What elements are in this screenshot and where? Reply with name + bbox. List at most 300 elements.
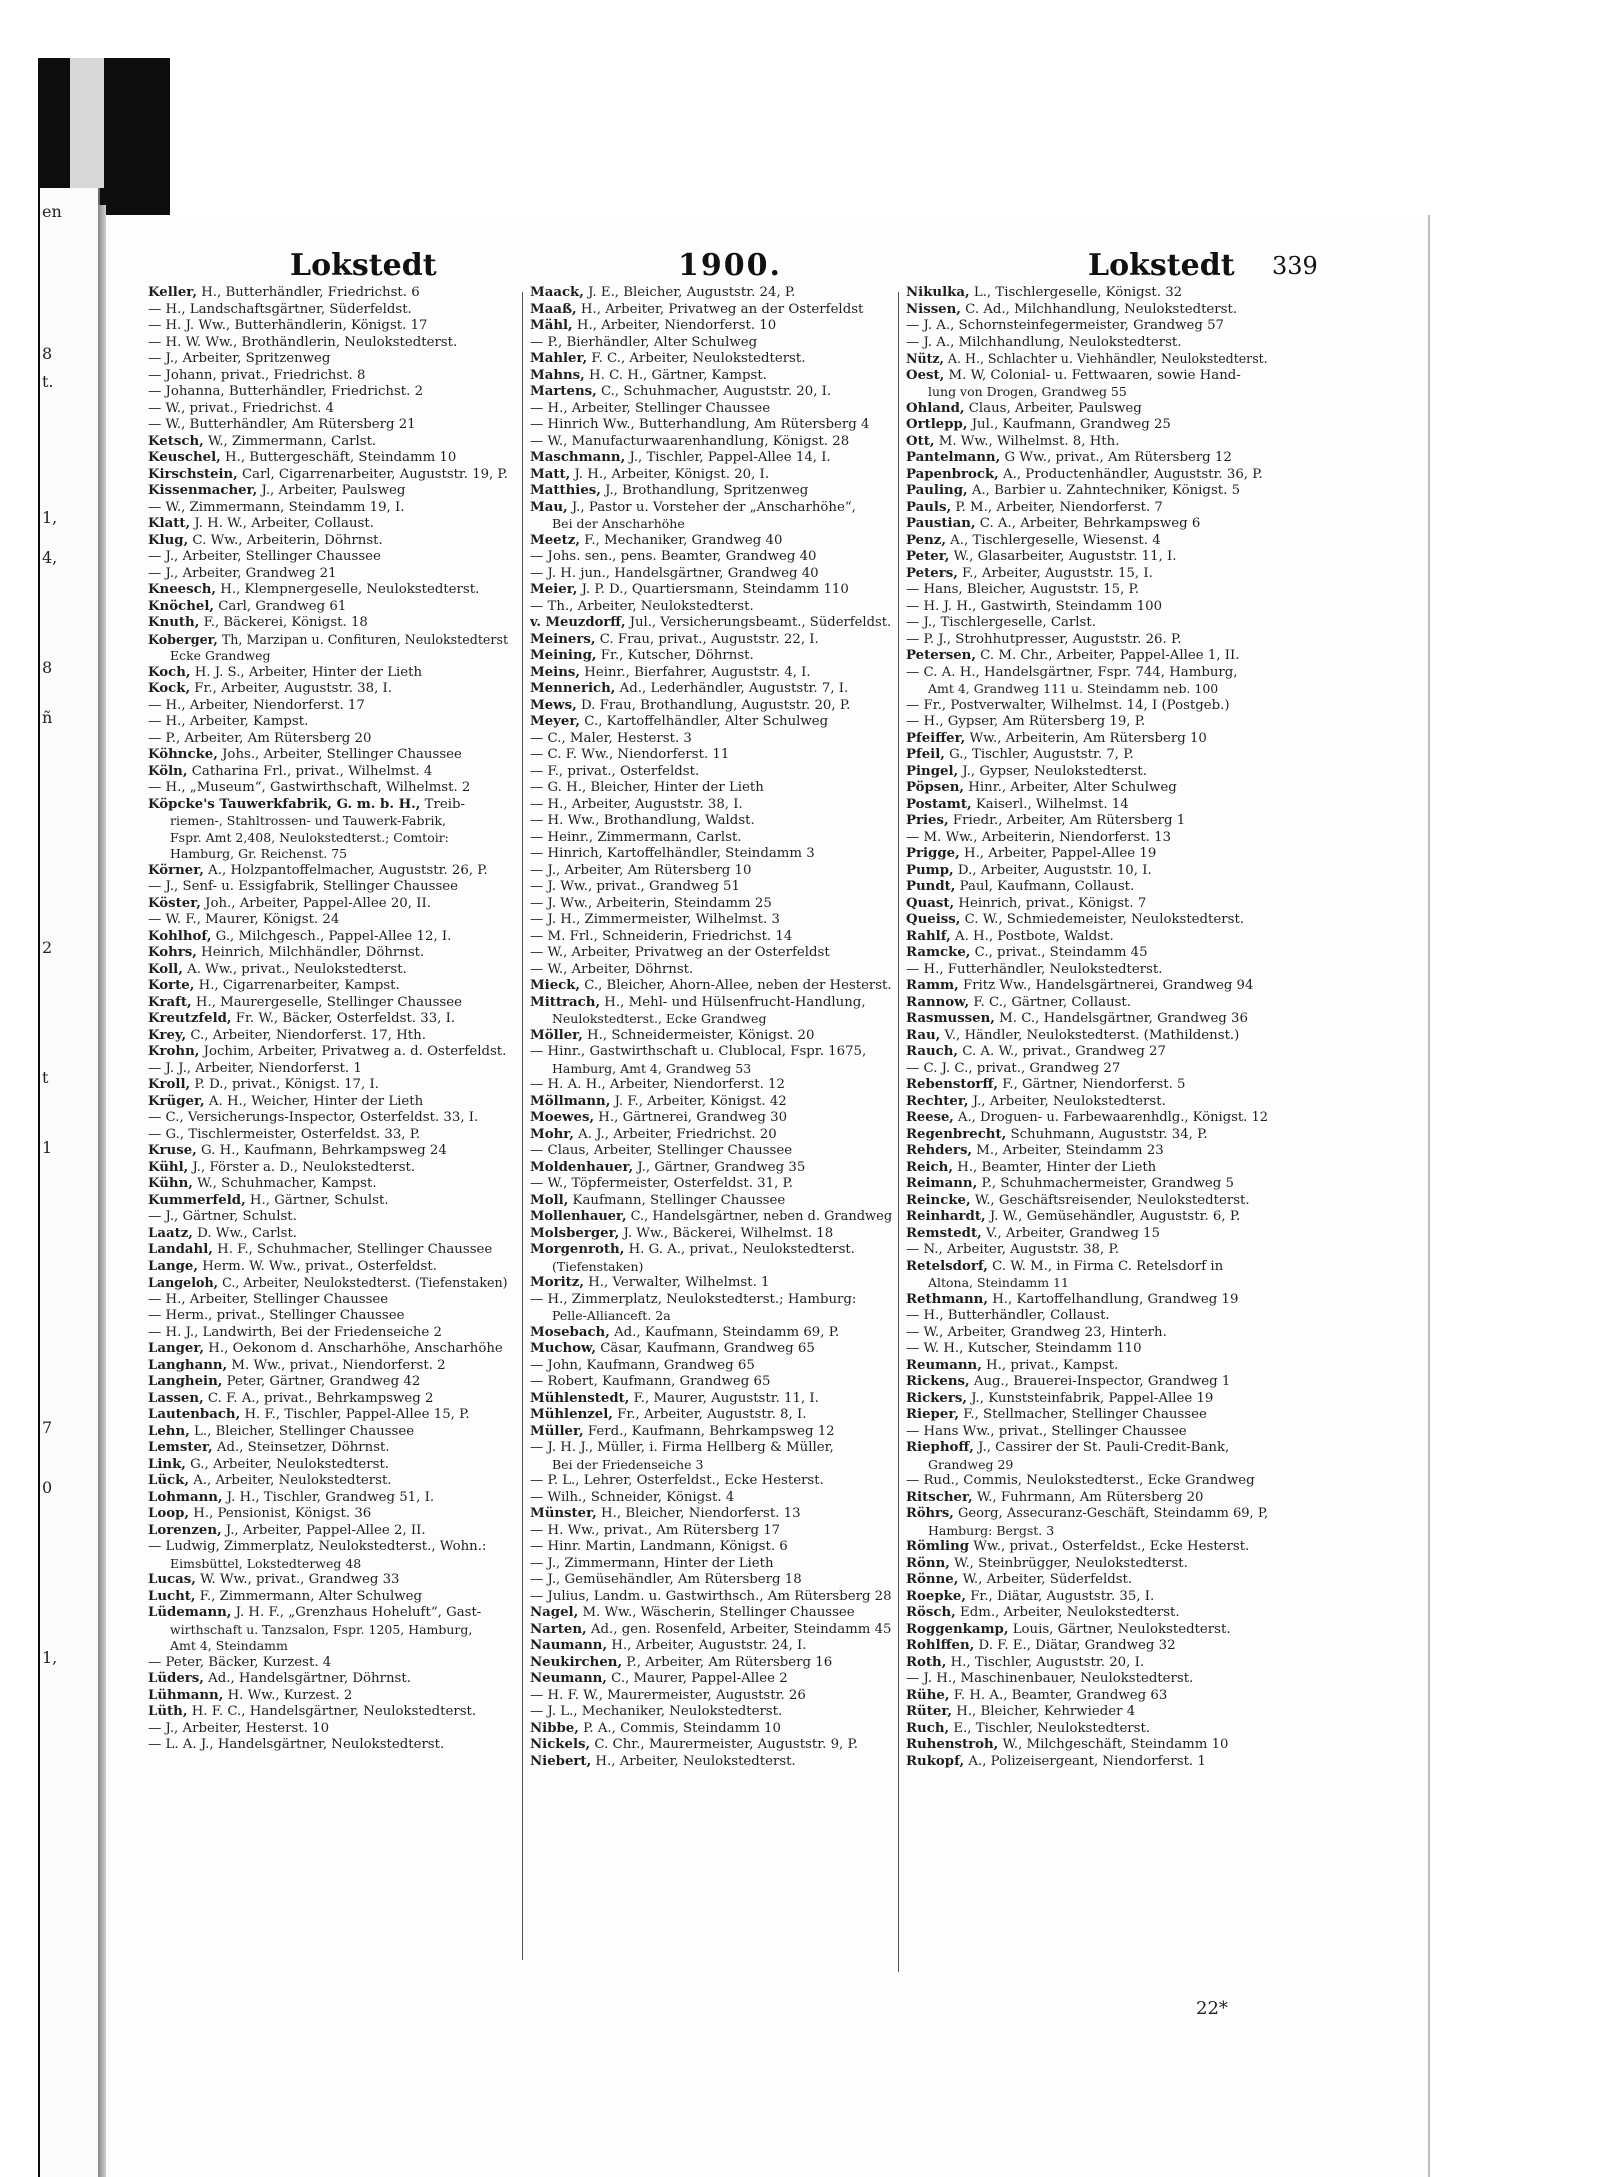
- entry-details: — H., Arbeiter, Kampst.: [148, 714, 309, 729]
- entry-details: — John, Kaufmann, Grandweg 65: [530, 1357, 755, 1373]
- entry-details: A. Ww., privat., Neulokstedterst.: [182, 961, 407, 977]
- directory-entry: [148, 797, 508, 814]
- directory-entry: [530, 945, 892, 962]
- entry-surname: Meetz,: [530, 532, 580, 548]
- entry-details: H. G. A., privat., Neulokstedterst.: [624, 1242, 855, 1257]
- entry-details: H., Arbeiter, Niendorferst. 10: [572, 318, 777, 333]
- entry-surname: Nikulka,: [906, 285, 970, 300]
- entry-surname: Landahl,: [148, 1242, 213, 1257]
- entry-details: C. A., Arbeiter, Behrkampsweg 6: [975, 516, 1201, 531]
- entry-surname: Retelsdorf,: [906, 1258, 988, 1274]
- directory-entry: [148, 1077, 508, 1094]
- directory-entry: [530, 1523, 892, 1540]
- entry-surname: Langer,: [148, 1341, 205, 1356]
- entry-details: — P. J., Strohhutpresser, Auguststr. 26. P.: [906, 631, 1182, 647]
- entry-details: Hamburg, Amt 4, Grandweg 53: [552, 1060, 752, 1076]
- directory-entry: [906, 417, 1268, 434]
- directory-entry: [530, 780, 892, 797]
- entry-details: H., Tischler, Auguststr. 20, I.: [946, 1654, 1145, 1670]
- entry-surname: Pries,: [906, 813, 949, 828]
- directory-entry: [530, 1622, 892, 1639]
- entry-surname: Rickers,: [906, 1390, 967, 1406]
- directory-entry: [148, 1671, 508, 1688]
- directory-entry: [906, 813, 1268, 830]
- entry-surname: Peters,: [906, 565, 958, 581]
- entry-surname: Langeloh,: [148, 1275, 219, 1290]
- directory-entry: [148, 1341, 508, 1358]
- directory-entry: [906, 1737, 1268, 1754]
- entry-surname: Ruch,: [906, 1720, 950, 1736]
- directory-entry: [530, 1160, 892, 1177]
- directory-entry: [906, 335, 1268, 352]
- entry-details: P. M., Arbeiter, Niendorferst. 7: [951, 499, 1163, 515]
- entry-surname: Lüth,: [148, 1704, 188, 1719]
- entry-surname: Mennerich,: [530, 681, 616, 696]
- entry-surname: Pfeil,: [906, 747, 945, 762]
- directory-entry: [906, 1704, 1268, 1721]
- entry-details: — Herm., privat., Stellinger Chaussee: [148, 1308, 405, 1323]
- entry-details: G., Arbeiter, Neulokstedterst.: [185, 1456, 390, 1472]
- entry-surname: Krohn,: [148, 1044, 200, 1059]
- directory-entry: [148, 302, 508, 319]
- entry-details: — J. L., Mechaniker, Neulokstedterst.: [530, 1704, 783, 1719]
- entry-details: J., Gypser, Neulokstedterst.: [958, 763, 1147, 779]
- directory-entry: [530, 1226, 892, 1243]
- entry-details: — J. A., Milchhandlung, Neulokstedterst.: [906, 334, 1182, 350]
- entry-details: C. Chr., Maurermeister, Auguststr. 9, P.: [590, 1737, 858, 1752]
- entry-surname: Keller,: [148, 285, 197, 300]
- entry-surname: Lüders,: [148, 1671, 204, 1686]
- directory-entry: [148, 599, 508, 616]
- entry-details: — J., Arbeiter, Am Rütersberg 10: [530, 862, 752, 878]
- entry-details: H., Arbeiter, Neulokstedterst.: [591, 1753, 796, 1769]
- directory-entry: [530, 1473, 892, 1490]
- directory-entry: [906, 1754, 1268, 1771]
- directory-column-3: [906, 285, 1268, 2005]
- entry-details: E., Tischler, Neulokstedterst.: [949, 1720, 1151, 1736]
- directory-entry: [148, 1209, 508, 1226]
- entry-details: F., Zimmermann, Alter Schulweg: [195, 1588, 423, 1604]
- entry-surname: Lorenzen,: [148, 1522, 222, 1538]
- entry-surname: Rukopf,: [906, 1753, 965, 1769]
- entry-details: Herm. W. Ww., privat., Osterfeldst.: [198, 1258, 437, 1274]
- entry-details: A. H., Weicher, Hinter der Lieth: [204, 1093, 424, 1109]
- entry-surname: Reumann,: [906, 1357, 982, 1373]
- entry-surname: Maack,: [530, 285, 584, 300]
- entry-surname: Rasmussen,: [906, 1011, 995, 1026]
- directory-entry: [530, 1325, 892, 1342]
- directory-entry: [148, 285, 508, 302]
- entry-details: W., Schuhmacher, Kampst.: [192, 1176, 377, 1191]
- directory-entry: [906, 582, 1268, 599]
- entry-surname: Maaß,: [530, 301, 577, 317]
- entry-surname: Körner,: [148, 862, 204, 878]
- entry-details: — L. A. J., Handelsgärtner, Neulokstedterst.: [148, 1737, 445, 1752]
- entry-details: — W. H., Kutscher, Steindamm 110: [906, 1341, 1142, 1356]
- directory-entry: [906, 1605, 1268, 1622]
- entry-surname: Reimann,: [906, 1176, 978, 1191]
- entry-surname: Römling: [906, 1539, 970, 1554]
- directory-entry: [148, 929, 508, 946]
- directory-entry: [148, 1242, 508, 1259]
- directory-entry: [530, 1556, 892, 1573]
- directory-entry: [906, 945, 1268, 962]
- entry-details: W., Fuhrmann, Am Rütersberg 20: [972, 1489, 1204, 1505]
- entry-details: Schuhmann, Auguststr. 34, P.: [1006, 1126, 1208, 1142]
- page-number: 339: [1272, 252, 1318, 280]
- entry-details: H. J. S., Arbeiter, Hinter der Lieth: [190, 664, 423, 680]
- directory-entry: [148, 1374, 508, 1391]
- entry-surname: Link,: [148, 1456, 186, 1472]
- entry-details: riemen-, Stahltrossen- und Tauwerk-Fabrik,: [170, 813, 446, 828]
- entry-details: C. M. Chr., Arbeiter, Pappel-Allee 1, II.: [975, 648, 1240, 663]
- directory-entry: [148, 995, 508, 1012]
- entry-details: H., Arbeiter, Privatweg an der Osterfeldst: [576, 301, 864, 317]
- directory-entry: [530, 665, 892, 682]
- directory-entry: [148, 500, 508, 517]
- entry-details: C. Ww., Arbeiterin, Döhrnst.: [188, 532, 383, 548]
- entry-details: F., Gärtner, Niendorferst. 5: [997, 1077, 1186, 1092]
- directory-entry: [148, 335, 508, 352]
- entry-surname: Kirschstein,: [148, 466, 238, 482]
- entry-details: — H., Futterhändler, Neulokstedterst.: [906, 961, 1163, 977]
- entry-details: Amt 4, Grandweg 111 u. Steindamm neb. 100: [928, 681, 1219, 696]
- entry-surname: Moewes,: [530, 1110, 595, 1125]
- entry-details: A., Holzpantoffelmacher, Auguststr. 26, P.: [203, 862, 488, 878]
- entry-details: Fr., Diätar, Auguststr. 35, I.: [965, 1588, 1155, 1604]
- entry-details: H., Bleicher, Niendorferst. 13: [596, 1506, 801, 1521]
- directory-entry: [906, 615, 1268, 632]
- entry-surname: Maschmann,: [530, 450, 626, 465]
- directory-entry: [906, 995, 1268, 1012]
- entry-details: — H., Zimmerplatz, Neulokstedterst.; Hamburg:: [530, 1291, 857, 1307]
- directory-column-2: [530, 285, 892, 2005]
- directory-entry: [530, 434, 892, 451]
- entry-surname: Rönne,: [906, 1572, 959, 1587]
- directory-entry: [906, 797, 1268, 814]
- directory-entry: [906, 1325, 1268, 1342]
- entry-surname: Lucht,: [148, 1588, 196, 1604]
- entry-surname: Peter,: [906, 549, 950, 564]
- directory-entry: [148, 632, 508, 649]
- entry-details: A. H., Postbote, Waldst.: [950, 928, 1114, 944]
- entry-details: C. Ad., Milchhandlung, Neulokstedterst.: [960, 301, 1238, 317]
- directory-entry: [906, 1193, 1268, 1210]
- entry-details: Ad., Kaufmann, Steindamm 69, P.: [609, 1324, 840, 1340]
- directory-entry: [906, 1490, 1268, 1507]
- directory-entry: [530, 764, 892, 781]
- entry-surname: Mau,: [530, 499, 568, 515]
- entry-details: Georg, Assecuranz-Geschäft, Steindamm 69, P,: [953, 1506, 1268, 1521]
- entry-details: H., Gärtner, Schulst.: [245, 1192, 389, 1208]
- entry-details: C., Kartoffelhändler, Alter Schulweg: [580, 714, 829, 729]
- directory-entry: [906, 1094, 1268, 1111]
- directory-entry: [148, 1556, 508, 1573]
- directory-entry: [530, 599, 892, 616]
- entry-details: — H., Landschaftsgärtner, Süderfeldst.: [148, 301, 412, 317]
- entry-surname: Mähl,: [530, 318, 573, 333]
- directory-entry: [906, 1110, 1268, 1127]
- directory-entry: [906, 1622, 1268, 1639]
- left-page-fragment: ñ: [42, 708, 53, 727]
- entry-details: J. H. F., „Grenzhaus Hoheluft“, Gast-: [231, 1605, 482, 1620]
- directory-entry: [530, 698, 892, 715]
- directory-entry: [530, 929, 892, 946]
- running-head-year: 1900.: [678, 248, 782, 283]
- entry-details: C., Arbeiter, Neulokstedterst. (Tiefenstaken): [218, 1275, 508, 1290]
- entry-details: — H. J. H., Gastwirth, Steindamm 100: [906, 598, 1163, 614]
- entry-details: J. P. D., Quartiersmann, Steindamm 110: [577, 582, 849, 597]
- directory-entry: [906, 978, 1268, 995]
- entry-surname: Loop,: [148, 1506, 190, 1521]
- entry-details: Ad., Handelsgärtner, Döhrnst.: [203, 1671, 411, 1686]
- directory-entry: [148, 1061, 508, 1078]
- entry-details: — J. A., Schornsteinfegermeister, Grandweg 57: [906, 318, 1224, 333]
- entry-details: — H., Butterhändler, Collaust.: [906, 1308, 1110, 1323]
- signature-mark: 22*: [1196, 1998, 1228, 2019]
- entry-details: — H. W. Ww., Brothändlerin, Neulokstedterst.: [148, 334, 458, 350]
- directory-entry: [148, 714, 508, 731]
- directory-entry: [906, 599, 1268, 616]
- entry-details: — J. J., Arbeiter, Niendorferst. 1: [148, 1060, 362, 1076]
- entry-details: — W., Arbeiter, Grandweg 23, Hinterh.: [906, 1324, 1167, 1340]
- directory-entry: [148, 1226, 508, 1243]
- entry-surname: Mosebach,: [530, 1324, 610, 1340]
- entry-details: — J. H., Maschinenbauer, Neulokstedterst.: [906, 1671, 1194, 1686]
- entry-details: Treib-: [420, 796, 466, 812]
- entry-details: W. Ww., privat., Grandweg 33: [195, 1572, 400, 1587]
- directory-entry: [906, 1044, 1268, 1061]
- entry-surname: Lassen,: [148, 1390, 204, 1406]
- directory-entry: [530, 1424, 892, 1441]
- entry-details: — W., privat., Friedrichst. 4: [148, 400, 335, 416]
- entry-surname: Remstedt,: [906, 1225, 982, 1241]
- directory-entry: [530, 1721, 892, 1738]
- directory-entry: [906, 912, 1268, 929]
- entry-details: H. C. H., Gärtner, Kampst.: [584, 367, 767, 383]
- directory-entry: [530, 1391, 892, 1408]
- entry-surname: Meining,: [530, 648, 597, 663]
- entry-surname: Nickels,: [530, 1737, 591, 1752]
- entry-details: Bei der Friedenseiche 3: [552, 1456, 704, 1472]
- entry-details: D. Ww., Carlst.: [192, 1225, 298, 1241]
- directory-entry: [148, 351, 508, 368]
- entry-details: A. H., Schlachter u. Viehhändler, Neulokstedterst.: [943, 351, 1268, 366]
- entry-details: Ad., Steinsetzer, Döhrnst.: [212, 1440, 390, 1455]
- entry-surname: Ohland,: [906, 400, 965, 416]
- directory-entry: [530, 1127, 892, 1144]
- directory-entry: [906, 1028, 1268, 1045]
- entry-surname: Mohr,: [530, 1126, 574, 1142]
- left-page-fragment: 1: [42, 1138, 53, 1157]
- entry-surname: Queiss,: [906, 912, 961, 927]
- entry-details: W., Geschäftsreisender, Neulokstedterst.: [970, 1192, 1250, 1208]
- entry-surname: Pantelmann,: [906, 450, 1001, 465]
- entry-details: H., Schneidermeister, Königst. 20: [582, 1027, 815, 1043]
- entry-surname: Koberger,: [148, 631, 218, 647]
- directory-entry: [148, 1044, 508, 1061]
- entry-details: Cäsar, Kaufmann, Grandweg 65: [596, 1341, 815, 1356]
- entry-surname: Rethmann,: [906, 1291, 988, 1307]
- entry-details: Louis, Gärtner, Neulokstedterst.: [1008, 1621, 1231, 1637]
- directory-entry: [148, 1737, 508, 1754]
- entry-surname: Mews,: [530, 697, 577, 713]
- entry-details: H., Klempnergeselle, Neulokstedterst.: [216, 582, 480, 597]
- directory-entry: [906, 1308, 1268, 1325]
- directory-entry: [530, 747, 892, 764]
- directory-entry: [148, 681, 508, 698]
- entry-details: Kaiserl., Wilhelmst. 14: [971, 796, 1129, 812]
- entry-details: C. Frau, privat., Auguststr. 22, I.: [595, 631, 819, 647]
- entry-details: P. A., Commis, Steindamm 10: [578, 1720, 781, 1736]
- entry-details: H. Ww., Kurzest. 2: [223, 1687, 353, 1703]
- entry-details: — J. H. J., Müller, i. Firma Hellberg & Müller,: [530, 1440, 834, 1455]
- entry-details: M. Ww., Wilhelmst. 8, Hth.: [934, 433, 1120, 449]
- left-page-fragment: 8: [42, 658, 53, 677]
- entry-surname: Rau,: [906, 1027, 941, 1043]
- entry-surname: Neumann,: [530, 1671, 607, 1686]
- directory-entry: [530, 1671, 892, 1688]
- directory-entry: [530, 830, 892, 847]
- entry-details: — W., Töpfermeister, Osterfeldst. 31, P.: [530, 1176, 794, 1191]
- entry-details: — H. F. W., Maurermeister, Auguststr. 26: [530, 1687, 806, 1703]
- directory-entry: [148, 483, 508, 500]
- entry-details: C., Schuhmacher, Auguststr. 20, I.: [596, 384, 832, 399]
- entry-surname: Niebert,: [530, 1753, 592, 1769]
- directory-entry: [148, 615, 508, 632]
- entry-details: Amt 4, Steindamm: [170, 1638, 288, 1653]
- left-page-fragment: 1,: [42, 1648, 58, 1667]
- entry-surname: Pauling,: [906, 483, 968, 498]
- entry-details: — J. H. jun., Handelsgärtner, Grandweg 40: [530, 565, 819, 581]
- directory-entry: [148, 1358, 508, 1375]
- entry-surname: Rösch,: [906, 1605, 956, 1620]
- entry-details: G., Milchgesch., Pappel-Allee 12, I.: [211, 928, 452, 944]
- entry-details: J. H., Tischler, Grandweg 51, I.: [222, 1489, 435, 1505]
- directory-entry: [530, 714, 892, 731]
- entry-details: J., Cassirer der St. Pauli-Credit-Bank,: [973, 1440, 1230, 1455]
- entry-details: — J., Arbeiter, Spritzenweg: [148, 351, 331, 366]
- entry-surname: Reincke,: [906, 1192, 971, 1208]
- entry-details: H., Bleicher, Kehrwieder 4: [952, 1704, 1136, 1719]
- directory-entry: [906, 731, 1268, 748]
- entry-details: — H., Arbeiter, Niendorferst. 17: [148, 697, 365, 713]
- entry-details: W., Zimmermann, Carlst.: [203, 433, 377, 449]
- directory-entry: [148, 978, 508, 995]
- entry-surname: Kock,: [148, 681, 191, 696]
- entry-details: — N., Arbeiter, Auguststr. 38, P.: [906, 1242, 1119, 1257]
- entry-details: — P. L., Lehrer, Osterfeldst., Ecke Hesterst.: [530, 1473, 824, 1488]
- entry-details: J. W., Gemüsehändler, Auguststr. 6, P.: [985, 1209, 1241, 1224]
- directory-entry: [906, 846, 1268, 863]
- directory-entry: [148, 1721, 508, 1738]
- directory-entry: [530, 549, 892, 566]
- entry-details: — P., Arbeiter, Am Rütersberg 20: [148, 730, 372, 746]
- entry-surname: Lüdemann,: [148, 1605, 232, 1620]
- directory-entry: [148, 912, 508, 929]
- entry-details: — H., Arbeiter, Auguststr. 38, I.: [530, 796, 743, 812]
- directory-entry: [530, 1275, 892, 1292]
- directory-entry: [148, 846, 508, 863]
- entry-details: Edm., Arbeiter, Neulokstedterst.: [955, 1605, 1180, 1620]
- entry-details: H., Beamter, Hinter der Lieth: [952, 1159, 1157, 1175]
- left-page-fragment: t.: [42, 372, 54, 391]
- directory-entry: [906, 1572, 1268, 1589]
- entry-surname: Lemster,: [148, 1440, 213, 1455]
- directory-entry: [148, 1094, 508, 1111]
- directory-entry: [148, 1424, 508, 1441]
- entry-surname: Kummerfeld,: [148, 1192, 246, 1208]
- directory-entry: [530, 533, 892, 550]
- directory-entry: [906, 1242, 1268, 1259]
- entry-surname: Meyer,: [530, 714, 581, 729]
- entry-details: Hamburg: Bergst. 3: [928, 1522, 1055, 1538]
- entry-details: Johs., Arbeiter, Stellinger Chaussee: [217, 747, 462, 762]
- entry-surname: v. Meuzdorff,: [530, 615, 626, 630]
- entry-surname: Kreutzfeld,: [148, 1011, 232, 1026]
- entry-surname: Langhein,: [148, 1374, 223, 1389]
- directory-entry: [906, 1374, 1268, 1391]
- entry-details: J., Brothandlung, Spritzenweg: [600, 483, 809, 498]
- entry-details: H., Mehl- und Hülsenfrucht-Handlung,: [600, 994, 866, 1010]
- directory-entry: [148, 1110, 508, 1127]
- directory-entry: [530, 1754, 892, 1771]
- directory-entry: [906, 1556, 1268, 1573]
- entry-details: J. Ww., Bäckerei, Wilhelmst. 18: [619, 1225, 834, 1241]
- entry-surname: Rahlf,: [906, 928, 951, 944]
- entry-surname: Penz,: [906, 532, 946, 548]
- directory-entry: [148, 1176, 508, 1193]
- entry-surname: Ruhenstroh,: [906, 1737, 999, 1752]
- entry-details: H., Butterhändler, Friedrichst. 6: [196, 285, 420, 300]
- entry-surname: Langhann,: [148, 1357, 228, 1373]
- directory-entry: [148, 665, 508, 682]
- directory-entry: [530, 417, 892, 434]
- directory-entry: [530, 516, 892, 533]
- entry-details: Ferd., Kaufmann, Behrkampsweg 12: [583, 1423, 835, 1439]
- entry-details: F. C., Gärtner, Collaust.: [969, 994, 1131, 1010]
- entry-details: Pelle-Allianceft. 2a: [552, 1308, 671, 1323]
- entry-details: Fr. W., Bäcker, Osterfeldst. 33, I.: [231, 1011, 456, 1026]
- entry-surname: Meiners,: [530, 631, 596, 647]
- directory-entry: [530, 1061, 892, 1078]
- entry-details: H., Arbeiter, Pappel-Allee 19: [959, 846, 1157, 861]
- directory-entry: [530, 797, 892, 814]
- directory-entry: [906, 351, 1268, 368]
- entry-details: — Peter, Bäcker, Kurzest. 4: [148, 1654, 332, 1670]
- entry-surname: Ortlepp,: [906, 417, 968, 432]
- entry-surname: Mühlenzel,: [530, 1407, 613, 1422]
- entry-details: — Rud., Commis, Neulokstedterst., Ecke Grandweg: [906, 1473, 1255, 1488]
- directory-entry: [148, 747, 508, 764]
- directory-entry: [906, 1424, 1268, 1441]
- entry-details: H., Pensionist, Königst. 36: [189, 1506, 372, 1521]
- column-rule: [898, 292, 899, 1972]
- directory-entry: [148, 830, 508, 847]
- directory-entry: [148, 1275, 508, 1292]
- directory-entry: [530, 1407, 892, 1424]
- entry-surname: Krüger,: [148, 1093, 205, 1109]
- directory-entry: [148, 467, 508, 484]
- entry-details: J. E., Bleicher, Auguststr. 24, P.: [583, 285, 796, 300]
- left-page-fragment: 0: [42, 1478, 53, 1497]
- directory-entry: [148, 549, 508, 566]
- directory-entry: [906, 302, 1268, 319]
- directory-entry: [906, 698, 1268, 715]
- directory-entry: [906, 1671, 1268, 1688]
- entry-surname: Moll,: [530, 1192, 569, 1208]
- directory-entry: [148, 1143, 508, 1160]
